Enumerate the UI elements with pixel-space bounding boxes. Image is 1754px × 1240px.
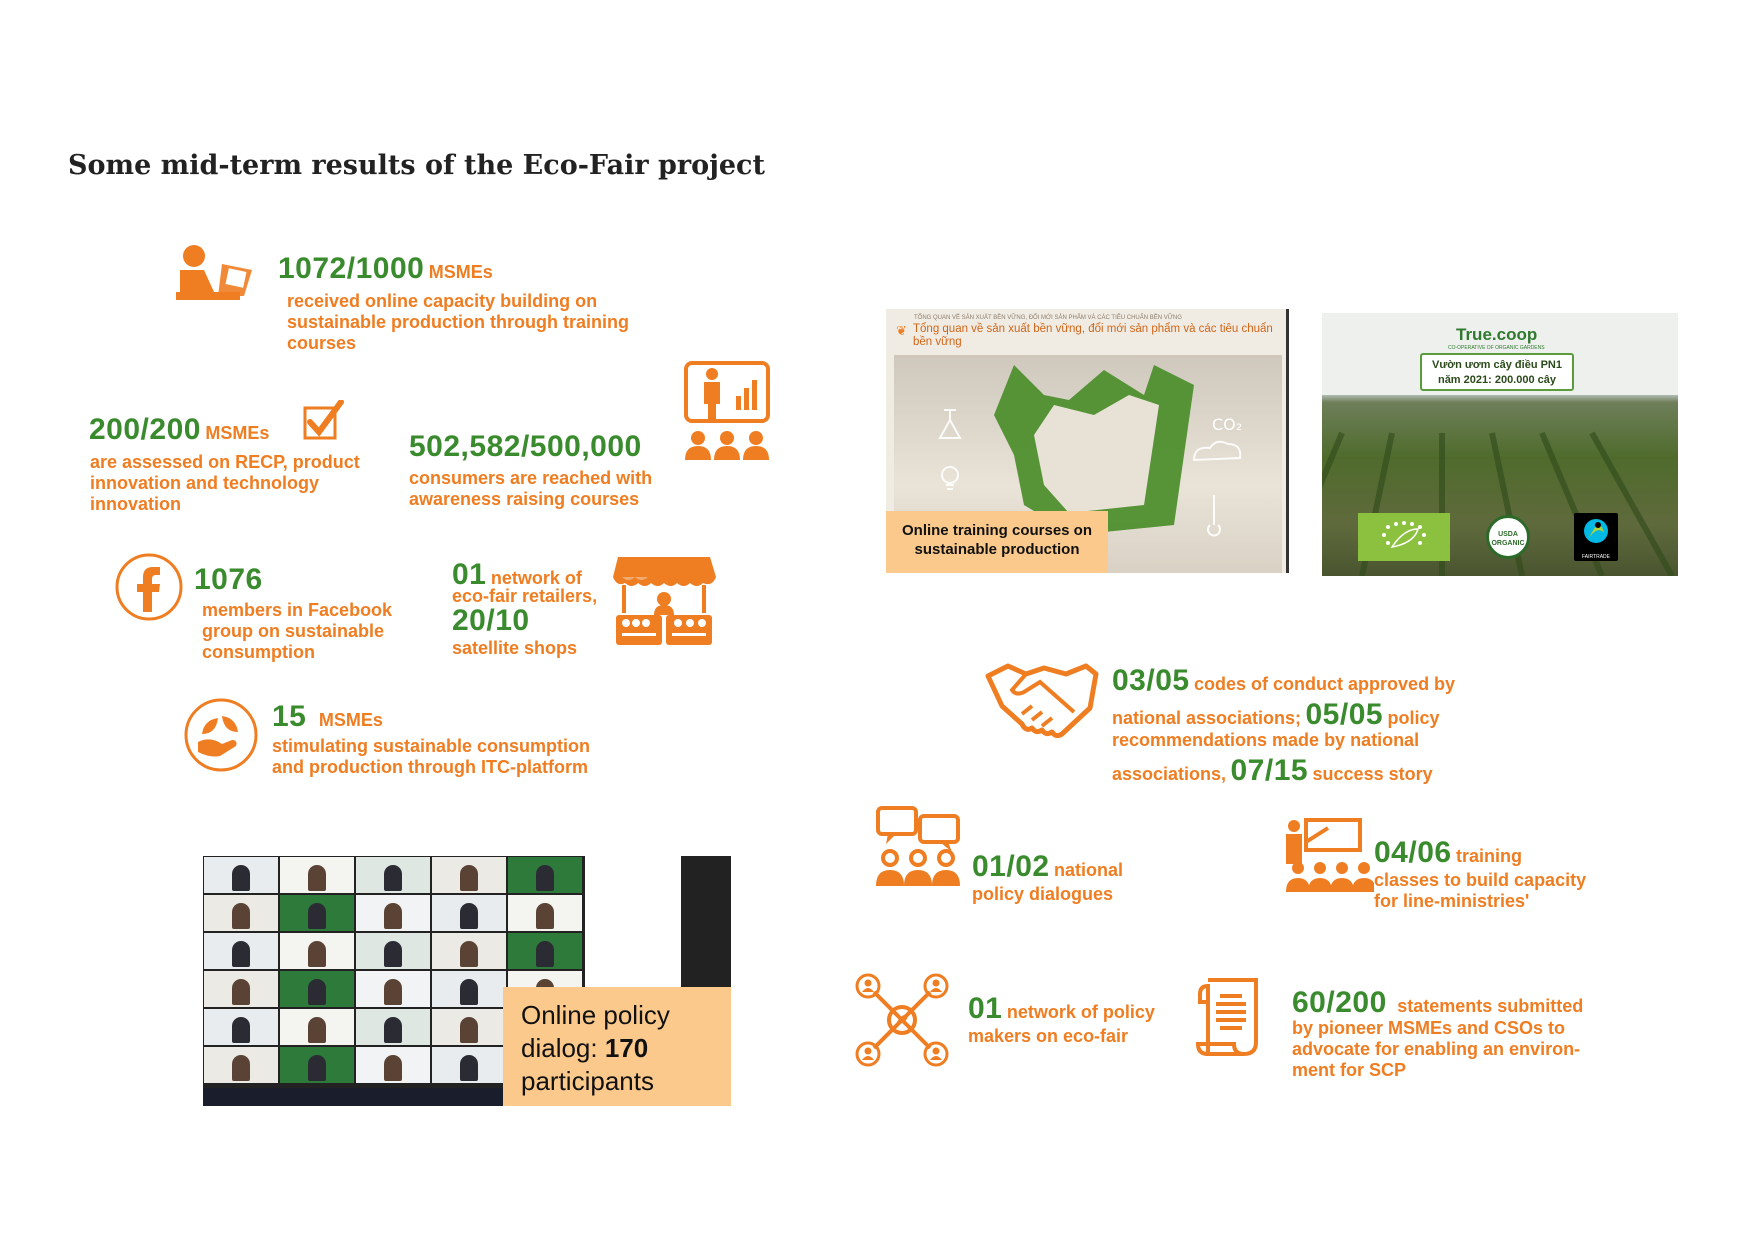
participant-avatar — [460, 1055, 478, 1081]
stat-figure: 15 — [272, 700, 307, 733]
stat-policy-makers-network — [968, 992, 1155, 1026]
participant-avatar — [232, 1055, 250, 1081]
stat-description: stimulating sustainable consumption and production through ITC-platform — [272, 736, 591, 777]
document-scroll-icon — [1194, 974, 1266, 1060]
participant-tile — [432, 971, 506, 1007]
eu-organic-logo — [1358, 513, 1450, 561]
participant-tile — [432, 1009, 506, 1045]
stat-text: satellite shops — [452, 638, 578, 658]
participant-avatar — [308, 979, 326, 1005]
person-laptop-icon — [172, 244, 260, 304]
stat-figure: 01/02 — [972, 850, 1050, 883]
market-stall-icon — [612, 553, 716, 647]
usda-organic-logo: USDA ORGANIC — [1486, 515, 1530, 559]
stat-text: national associations; — [1112, 708, 1302, 728]
stat-text: success story — [1312, 764, 1433, 784]
participant-tile — [356, 933, 430, 969]
training-class-icon — [1276, 816, 1374, 896]
dialog-caption — [503, 987, 731, 1106]
participant-tile — [204, 933, 278, 969]
participant-tile — [204, 1009, 278, 1045]
stat-text: recommendations made by national — [1112, 730, 1420, 750]
page-title: Some mid-term results of the Eco-Fair project — [68, 150, 765, 181]
stat-figure: 01 — [968, 992, 1003, 1025]
stat-figure: 1076 — [194, 563, 263, 596]
participant-avatar — [308, 1055, 326, 1081]
stat-figure: 01 — [452, 558, 487, 591]
participant-tile — [204, 857, 278, 893]
leaf-logo-icon: ❦ — [896, 323, 907, 338]
stat-recp-assessment — [89, 413, 269, 447]
participant-tile — [356, 857, 430, 893]
participant-tile — [432, 895, 506, 931]
slide-header-small: TỔNG QUAN VỀ SẢN XUẤT BỀN VỮNG, ĐỔI MỚI SẢN PHẨM VÀ CÁC TIÊU CHUẨN BỀN VỮNG — [914, 315, 1182, 321]
participant-avatar — [460, 1017, 478, 1043]
participant-tile — [356, 1009, 430, 1045]
facebook-icon — [114, 552, 184, 622]
participant-avatar — [308, 903, 326, 929]
stat-unit: MSMEs — [205, 423, 270, 443]
participant-avatar — [384, 1017, 402, 1043]
stat-description: classes to build capacity for line-ministries' — [1374, 870, 1587, 911]
participant-tile — [508, 857, 582, 893]
stat-figure: 60/200 — [1292, 986, 1387, 1019]
participant-tile — [204, 1047, 278, 1083]
training-caption: Online training courses on sustainable production — [886, 511, 1108, 573]
participant-avatar — [460, 865, 478, 891]
participant-tile — [356, 971, 430, 1007]
handshake-icon — [984, 662, 1100, 742]
stat-text: policy — [1387, 708, 1440, 728]
stat-figure: 05/05 — [1305, 698, 1384, 731]
participant-avatar — [536, 903, 554, 929]
participant-tile — [508, 933, 582, 969]
dialog-participant-count: 170 — [604, 1033, 649, 1063]
participant-avatar — [232, 865, 250, 891]
participant-avatar — [232, 941, 250, 967]
stat-figure: 20/10 — [452, 604, 530, 637]
participant-avatar — [460, 941, 478, 967]
fairtrade-icon — [1574, 513, 1618, 549]
stat-unit: statements submitted — [1397, 996, 1584, 1016]
nursery-photo — [1322, 313, 1678, 576]
participant-avatar — [384, 941, 402, 967]
dialog-caption-text-end: participants — [521, 1066, 654, 1096]
stat-figure: 07/15 — [1230, 754, 1309, 787]
participant-tile — [508, 895, 582, 931]
stat-statements-submitted — [1292, 986, 1583, 1020]
training-slide-photo — [886, 309, 1289, 573]
stat-figure: 200/200 — [89, 413, 201, 446]
participant-tile — [280, 857, 354, 893]
stat-description: members in Facebook group on sustainable consumption — [202, 600, 393, 662]
participant-avatar — [384, 1055, 402, 1081]
participant-tile — [280, 1047, 354, 1083]
dialogue-group-icon — [874, 806, 964, 890]
leaf-hand-icon — [182, 696, 260, 774]
participant-avatar — [460, 979, 478, 1005]
checkbox-check-icon — [302, 400, 346, 442]
presenter-audience-icon — [682, 360, 774, 464]
participant-tile — [280, 895, 354, 931]
stat-figure: 03/05 — [1112, 664, 1190, 697]
participant-avatar — [308, 865, 326, 891]
stat-description: consumers are reached with awareness raising courses — [409, 468, 653, 509]
participant-tile — [432, 933, 506, 969]
stat-unit: national — [1054, 860, 1124, 880]
participant-avatar — [384, 979, 402, 1005]
participant-tile — [204, 971, 278, 1007]
participant-avatar — [232, 903, 250, 929]
dialog-caption-text: Online policy dialog: — [521, 1000, 670, 1063]
stat-text: eco-fair retailers, — [452, 586, 598, 606]
participant-tile — [280, 933, 354, 969]
stat-text: network of — [490, 568, 582, 588]
nursery-line-1: Vườn ươm cây điều PN1 — [1432, 359, 1562, 371]
stat-policy-recommendations — [1112, 698, 1440, 732]
stat-text: codes of conduct approved by — [1194, 674, 1456, 694]
truecoop-tagline: CO-OPERATIVE OF ORGANIC GARDENS — [1448, 345, 1545, 351]
stat-description: makers on eco-fair — [968, 1026, 1129, 1046]
nursery-line-2: năm 2021: 200.000 cây — [1437, 374, 1557, 386]
participant-tile — [432, 857, 506, 893]
participant-tile — [280, 971, 354, 1007]
participant-avatar — [536, 865, 554, 891]
participant-tile — [204, 895, 278, 931]
network-people-icon — [854, 972, 950, 1068]
stat-capacity-building — [278, 252, 493, 286]
participant-avatar — [308, 1017, 326, 1043]
truecoop-logo: True.coop — [1456, 325, 1538, 344]
participant-tile — [356, 895, 430, 931]
stat-figure: 502,582/500,000 — [409, 430, 642, 463]
stat-figure: 04/06 — [1374, 836, 1452, 869]
stat-codes-of-conduct — [1112, 664, 1455, 698]
nursery-label — [1420, 353, 1574, 391]
participant-tile — [432, 1047, 506, 1083]
stat-success-stories — [1112, 754, 1433, 788]
fairtrade-label: FAIRTRADE — [1582, 554, 1610, 560]
stat-description: policy dialogues — [972, 884, 1114, 904]
stat-unit: training — [1456, 846, 1523, 866]
stat-policy-dialogues — [972, 850, 1123, 884]
stat-text: associations, — [1112, 764, 1227, 784]
participant-tile — [280, 1009, 354, 1045]
stat-unit: MSMEs — [428, 262, 493, 282]
participant-avatar — [232, 1017, 250, 1043]
stat-description: received online capacity building on sustainable production through training courses — [287, 291, 629, 353]
stat-training-classes — [1374, 836, 1522, 870]
participant-avatar — [232, 979, 250, 1005]
stat-unit: network of policy — [1006, 1002, 1155, 1022]
participant-tile — [356, 1047, 430, 1083]
participant-avatar — [308, 941, 326, 967]
stat-description: are assessed on RECP, product innovation and technology innovation — [90, 452, 360, 514]
eu-leaf-stars-icon — [1358, 513, 1450, 561]
participant-avatar — [384, 903, 402, 929]
participant-avatar — [460, 903, 478, 929]
stat-unit: MSMEs — [318, 710, 383, 730]
stat-itc-platform — [272, 700, 383, 734]
fairtrade-logo — [1574, 513, 1618, 561]
participant-avatar — [536, 941, 554, 967]
participant-avatar — [384, 865, 402, 891]
slide-header: Tổng quan về sản xuất bền vững, đổi mới sản phẩm và các tiêu chuẩn bền vững — [913, 323, 1273, 348]
co2-icon-label: CO₂ — [1212, 415, 1243, 434]
stat-description: by pioneer MSMEs and CSOs to advocate for enabling an environ-ment for SCP — [1292, 1018, 1581, 1080]
stat-figure: 1072/1000 — [278, 252, 425, 285]
